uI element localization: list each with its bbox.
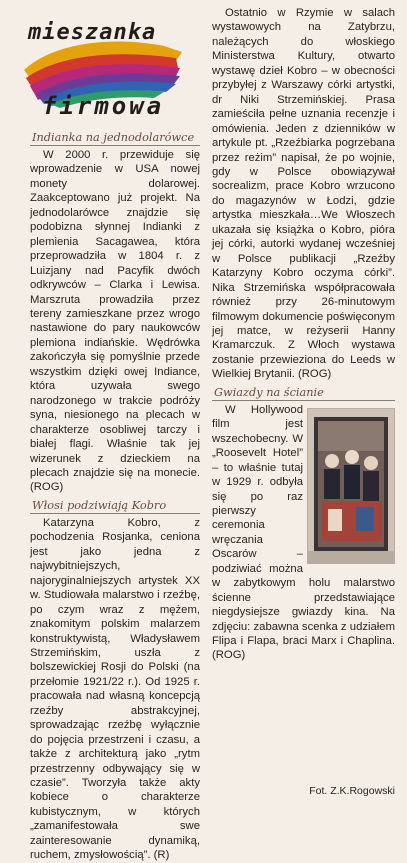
article-gwiazdy-body: W Hollywood film jest wszechobecny. W „Roosevelt Hotel” – to właśnie tutaj w 1929 r. odbyła się po raz pierwszy ceremonia wręczania Oscarów – podziwiać można w zabytkowym holu malarstwo ścienne przedstawiające niegdysiejsze gwiazdy kina. Na zdjęciu: zabawna scenka z udziałem Flipa i Flapa, braci Marx i Chaplina. (ROG) (212, 403, 395, 662)
section-logo (14, 6, 200, 130)
article-kobro-body-1: Katarzyna Kobro, z pochodzenia Rosjanka, ceniona jest jako jedna z najwybitniejszych, najoryginalniejszych artystek XX w. Studiowała malarstwo i rzeźbę, po czym wraz z mężem, znakomitym polskim malarzem konstruktywistą, Władysławem Strzemińskim, uszła z bolszewickiej Rosji do Polski (na przełomie 1921/22 r.). Od 1925 r. pracowała nad własną koncepcją rzeźby abstrakcyjnej, sprowadzając rzeźbę wyłącznie do pojęcia przestrzeni i czasu, a także z architekturą jako „rytm przestrzenny odbywający się w czasie”. Tworzyła także akty kobiece o charakterze kubistycznym, w których „zamanifestowała swe zainteresowanie dynamiką, ruchem, zmysłowością”. (R) (30, 516, 200, 862)
logo-word-bottom: firmowa (42, 92, 165, 120)
mural-image-icon (308, 409, 394, 563)
mural-photo (307, 408, 395, 564)
headline-indianka: Indianka na jednodolarówce (30, 130, 200, 146)
article-kobro-body-2: Ostatnio w Rzymie w salach wystawowych na Zatybrzu, należących do włoskiego Ministerstwa Kultury, otwarto wystawę dzieł Kobro – w obecności przybyłej z Warszawy córki artystki, dr Niki Strzemińskiej. Prasa zamieściła pełne uznania recenzje i omówienia. Jeden z dzienników w artykule pt. „Rzeźbiarka pogrzebana przez reżim” napisał, że po wojnie, gdy w Polsce obowiązywał socrealizm, prace Kobro wrzucono do magazynów w Łodzi, gdzie artystka mieszkała…We Włoszech ukazała się książka o Kobro, pióra jej córki, autorki wydanej wcześniej w Polsce publikacji „Rzeźby Katarzyny Kobro oczyma córki”. Nika Strzemińska współpracowała również przy 26-minutowym filmowym dokumencie poświęconym jej matce, w reżyserii Hanny Kramarczuk. Z Włoch wystawa zostanie przewieziona do Leeds w Wielkiej Brytanii. (ROG) (212, 7, 395, 381)
headline-kobro: Włosi podziwiają Kobro (30, 498, 200, 514)
left-column (30, 130, 200, 863)
article-indianka-body: W 2000 r. przewiduje się wprowadzenie w USA nowej monety dolarowej. Zaakceptowano już projekt. Na jednodolarówce znajdzie się podobizna słynnej Indianki z plemienia Sacagawea, która przeprowadziła w 1804 r. z Luizjany nad Pacyfik dwóch odkrywców – Clarka i Lewisa. Marszruta prowadziła przez tereny zamieszkane przez wrogo nastawione do pary naukowców plemiona indiańskie. Wędrówka zakończyła się pomyślnie przede wszystkim dzięki owej Indiance, która uzywała swego narodzonego w trakcie podróży syna, niesionego na plecach w charakterze osobliwej tarczy i białej flagi. Właśnie tak jej wizerunek z dzieckiem na plecach znajdzie się na monecie. (ROG) (30, 149, 200, 494)
headline-gwiazdy: Gwiazdy na ścianie (212, 385, 395, 401)
logo-word-top: mieszanka (28, 20, 157, 45)
photo-credit: Fot. Z.K.Rogowski (309, 785, 395, 797)
right-column (212, 6, 395, 663)
